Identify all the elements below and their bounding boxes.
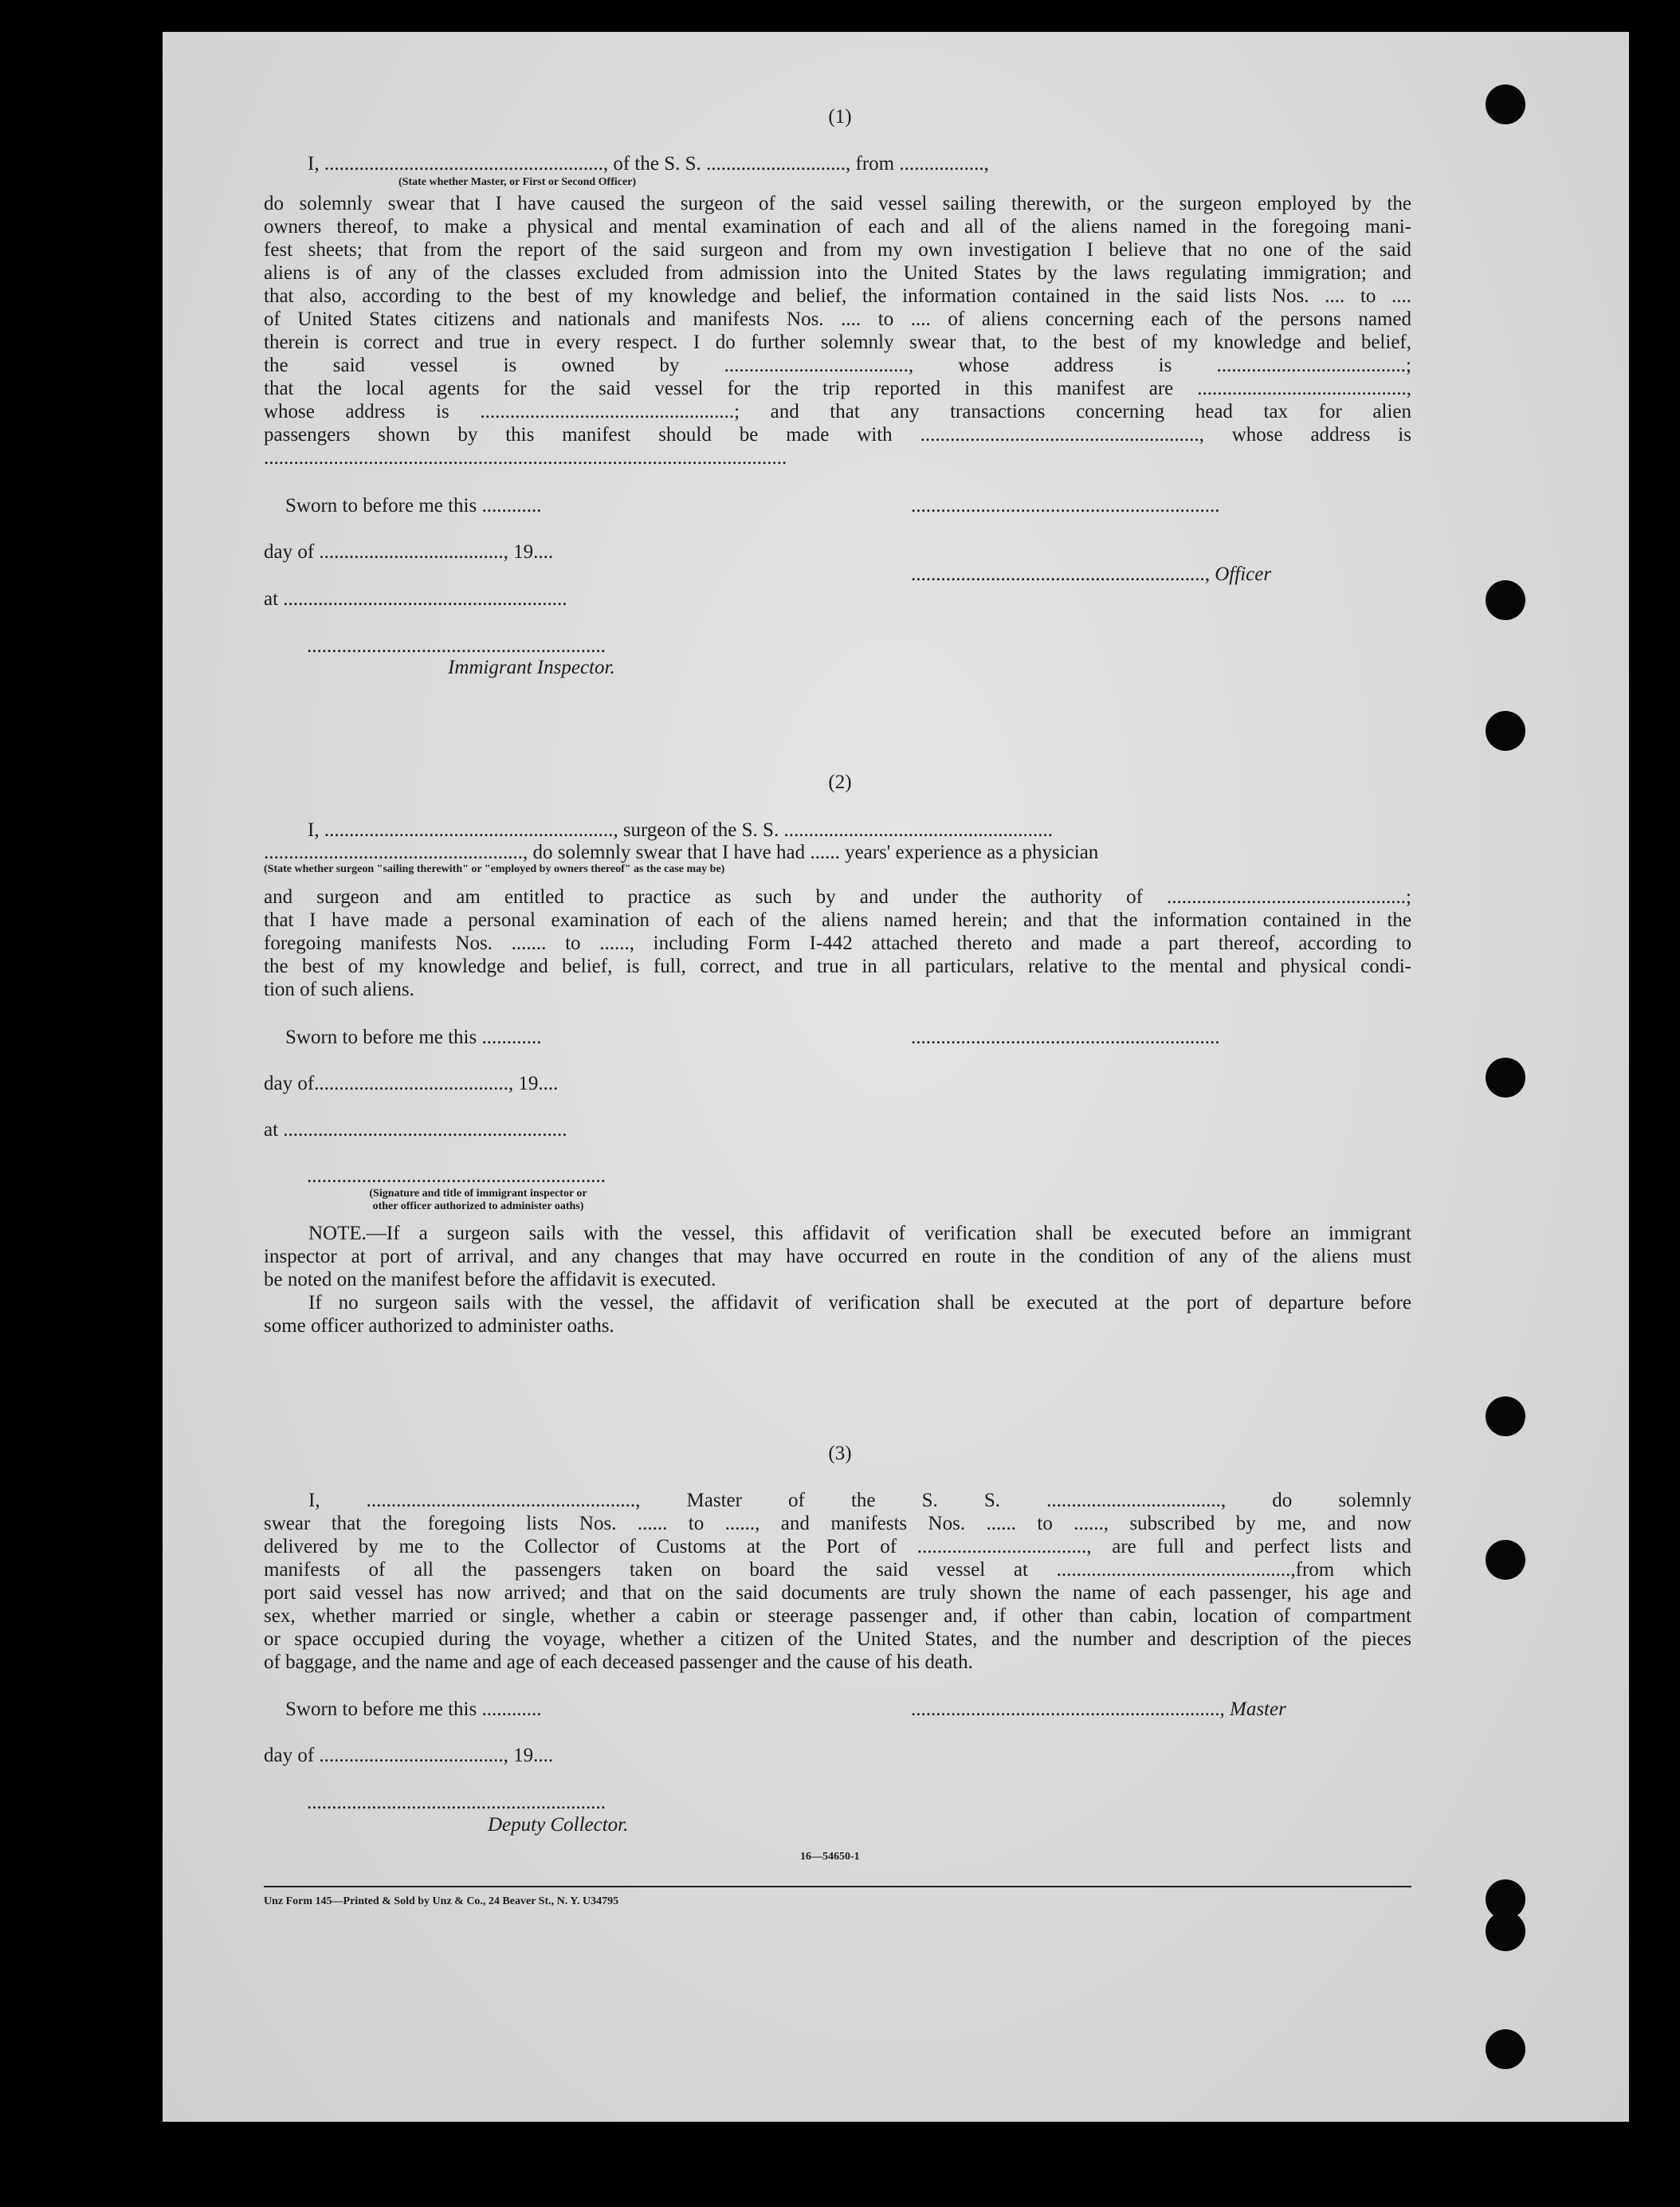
body-line: manifests of all the passengers taken on board the said vessel at ...............................................,from which	[264, 1559, 1411, 1581]
body-line: swear that the foregoing lists Nos. ...... to ......, and manifests Nos. ...... to ......, subscribed by me, and now	[264, 1513, 1411, 1534]
body-line: owners thereof, to make a physical and mental examination of each and all of the aliens named in the foregoing mani-	[264, 216, 1411, 238]
body-line: the said vessel is owned by ....................................., whose address is ......................................;	[264, 355, 1411, 376]
printer-imprint: Unz Form 145—Printed & Sold by Unz & Co., 24 Beaver St., N. Y. U34795	[264, 1895, 619, 1907]
punch-hole	[1486, 1396, 1525, 1436]
section2-at: at .........................................................	[264, 1119, 567, 1141]
section2-day-of: day of......................................., 19....	[264, 1073, 559, 1094]
punch-hole	[1486, 711, 1525, 751]
section1-first-line-note: (State whether Master, or First or Second Officer)	[398, 176, 637, 188]
signature-note-line: (Signature and title of immigrant inspector or	[369, 1188, 587, 1200]
body-line: fest sheets; that from the report of the said surgeon and from my own investigation I believe that no one of the said	[264, 239, 1411, 261]
punch-hole	[1486, 580, 1525, 620]
note-line: NOTE.—If a surgeon sails with the vessel, this affidavit of verification shall be executed before an immigrant	[308, 1223, 1411, 1244]
punch-hole	[1486, 1540, 1525, 1580]
section3-sworn: Sworn to before me this ............	[285, 1698, 542, 1720]
section1-officer-line	[911, 563, 1271, 586]
section2-first-line: I, .........................................................., surgeon of the S. S. ......................................................	[308, 819, 1053, 841]
body-line: that I have made a personal examination of each of the aliens named herein; and that the information contained in the	[264, 909, 1411, 931]
master-dots: ..............................................................,	[911, 1698, 1225, 1720]
section2-signature-note	[303, 1188, 654, 1213]
section1-sworn: Sworn to before me this ............	[285, 495, 542, 516]
form-code: 16—54650-1	[800, 1851, 860, 1863]
punch-hole	[1486, 2029, 1525, 2069]
punch-hole	[1486, 1911, 1525, 1951]
signature-note-line: other officer authorized to administer oaths)	[372, 1200, 584, 1212]
body-line: that also, according to the best of my knowledge and belief, the information contained in the said lists Nos. .... to ....	[264, 285, 1411, 307]
body-line: passengers shown by this manifest should be made with ........................................................, whose address is	[264, 424, 1411, 446]
body-line: aliens is of any of the classes excluded from admission into the United States by the laws regulating immigration; and	[264, 262, 1411, 284]
section2-signature-line: ............................................................	[307, 1165, 606, 1187]
section3-master-line	[911, 1698, 1286, 1721]
master-label: Master	[1230, 1698, 1286, 1720]
note-line: If no surgeon sails with the vessel, the affidavit of verification shall be executed at the port of departure before	[308, 1292, 1411, 1314]
body-line: sex, whether married or single, whether a cabin or steerage passenger and, if other than cabin, location of compartment	[264, 1605, 1411, 1627]
body-line: I, ......................................................, Master of the S. S. ..................................., do solemnly	[308, 1490, 1411, 1511]
officer-label: Officer	[1215, 564, 1272, 585]
section-number-3: (3)	[828, 1443, 852, 1464]
footer-rule	[264, 1886, 1411, 1887]
body-line: of baggage, and the name and age of each deceased passenger and the cause of his death.	[264, 1651, 973, 1673]
body-line: of United States citizens and nationals and manifests Nos. .... to .... of aliens concerning each of the persons named	[264, 308, 1411, 330]
note-line: be noted on the manifest before the affidavit is executed.	[264, 1269, 716, 1290]
body-line: port said vessel has now arrived; and that on the said documents are truly shown the name of each passenger, his age and	[264, 1582, 1411, 1604]
section2-second-line: ...................................................., do solemnly swear that I have had ...... years' experience as a physician	[264, 842, 1099, 863]
section2-sworn: Sworn to before me this ............	[285, 1027, 542, 1048]
section3-day-of: day of ....................................., 19....	[264, 1745, 554, 1766]
note-line: some officer authorized to administer oaths.	[264, 1315, 614, 1337]
note-paragraph-1	[264, 1222, 1411, 1291]
body-line: foregoing manifests Nos. ....... to ......, including Form I-442 attached thereto and made a part thereof, according to	[264, 933, 1411, 954]
deputy-collector-label: Deputy Collector.	[488, 1814, 629, 1836]
body-line: that the local agents for the said vessel for the trip reported in this manifest are ..........................................,	[264, 378, 1411, 399]
body-line: do solemnly swear that I have caused the surgeon of the said vessel sailing therewith, or the surgeon employed by the	[264, 193, 1411, 214]
section3-signature-line: ............................................................	[307, 1792, 606, 1813]
section1-body	[264, 192, 1411, 469]
body-line: whose address is ...................................................; and that any transactions concerning head tax for alien	[264, 401, 1411, 422]
body-line: or space occupied during the voyage, whether a citizen of the United States, and the number and description of the pieces	[264, 1628, 1411, 1650]
note-paragraph-2	[264, 1291, 1411, 1337]
section1-inspector-signature-line: ............................................................	[307, 635, 606, 657]
body-line: delivered by me to the Collector of Customs at the Port of .................................., are full and perfect lists and	[264, 1536, 1411, 1557]
body-line: therein is correct and true in every respect. I do further solemnly swear that, to the best of my knowledge and belief,	[264, 332, 1411, 353]
note-line: inspector at port of arrival, and any changes that may have occurred en route in the condition of any of the aliens must	[264, 1246, 1411, 1267]
body-line: the best of my knowledge and belief, is full, correct, and true in all particulars, relative to the mental and physical condi-	[264, 956, 1411, 977]
section2-body	[264, 886, 1411, 1001]
body-line: and surgeon and am entitled to practice as such by and under the authority of ................................................;	[264, 886, 1411, 908]
section2-second-line-note: (State whether surgeon "sailing therewith" or "employed by owners thereof" as the case may be)	[264, 863, 725, 875]
punch-hole	[1486, 1058, 1525, 1098]
body-line: tion of such aliens.	[264, 979, 414, 1000]
section1-day-of: day of ....................................., 19....	[264, 541, 554, 563]
body-line: .........................................................................................................	[264, 447, 787, 469]
section-number-1: (1)	[828, 106, 852, 128]
section1-first-line: I, ........................................................, of the S. S. ............................, from .................,	[308, 153, 989, 175]
section2-signature-dots: ..............................................................	[911, 1027, 1220, 1048]
immigrant-inspector-label: Immigrant Inspector.	[448, 657, 615, 678]
officer-dots: ...........................................................,	[911, 564, 1210, 585]
section-number-2: (2)	[828, 772, 852, 793]
section1-signature-dots: ..............................................................	[911, 495, 1220, 516]
section3-body	[264, 1489, 1411, 1674]
section1-at: at .........................................................	[264, 588, 567, 610]
